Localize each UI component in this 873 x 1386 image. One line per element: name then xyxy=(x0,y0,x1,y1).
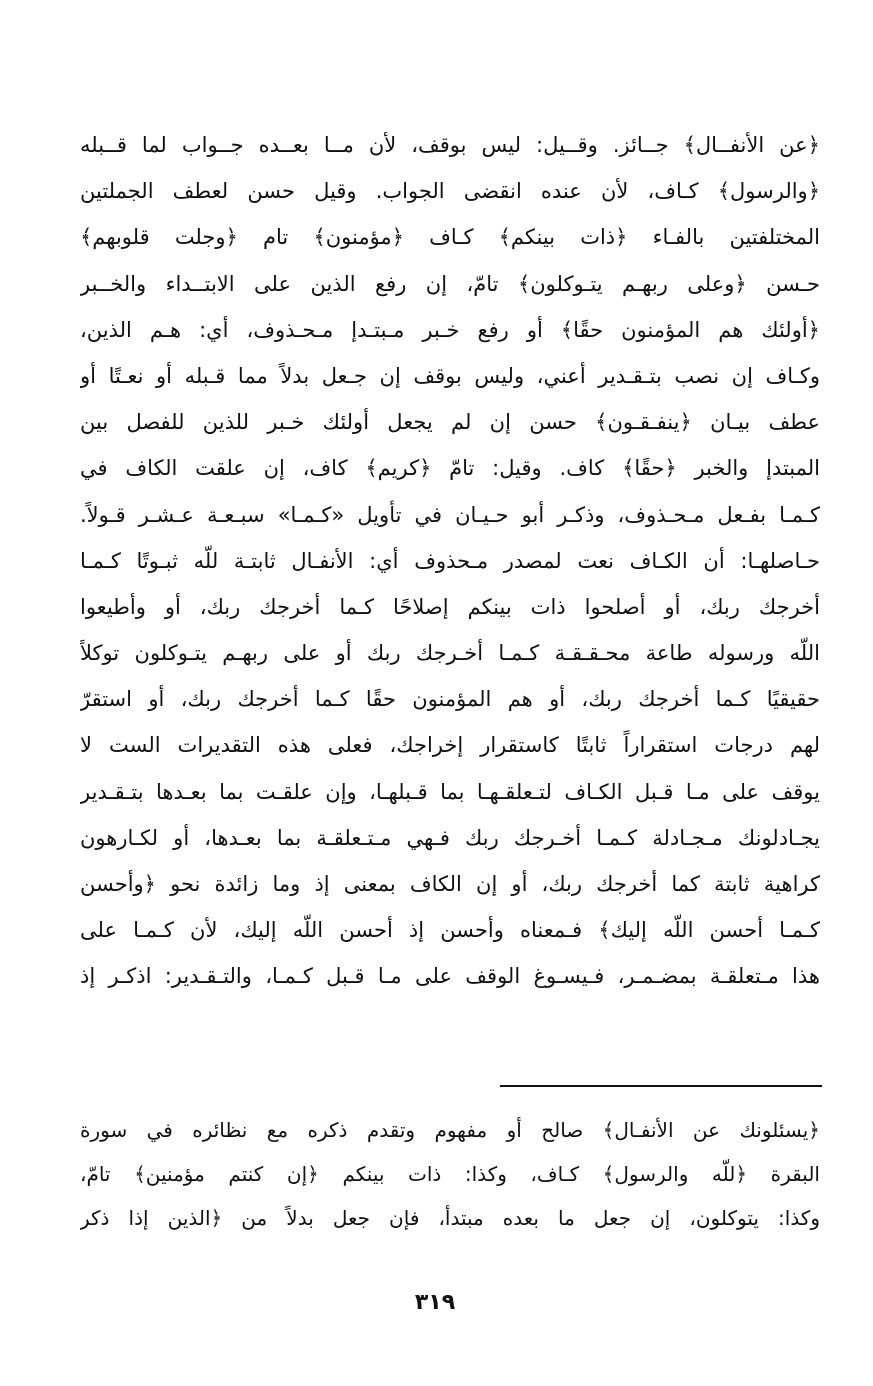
text-line: ﴿والرسول﴾ كـاف، لأن عنده انقضى الجواب. وقيل حسن لعطف الجملتين xyxy=(80,179,820,204)
text-line: المبتدإ والخبر ﴿حقًا﴾ كاف. وقيل: تامّ ﴿كريم﴾ كاف، إن علقت الكاف في xyxy=(80,456,820,481)
footnote-divider xyxy=(500,1085,822,1087)
text-line: حـاصلهـا: أن الكـاف نعت لمصدر مـحذوف أي: الأنفـال ثابتـة للّه ثبـوتًا كـمـا xyxy=(80,548,820,573)
text-line: ﴿عن الأنفــال﴾ جــائز. وقــيل: ليس بوقف، لأن مــا بعــده جــواب لما قــبله xyxy=(80,133,820,157)
main-body-text xyxy=(80,122,820,1000)
page-number: ٣١٩ xyxy=(414,1290,456,1315)
footnote-line: البقرة ﴿للّه والرسول﴾ كـاف، وكذا: ذات بينكم ﴿إن كنتم مؤمنين﴾ تامّ، xyxy=(80,1162,820,1186)
text-line: هذا مـتعلقـة بمضـمـر، فـيسـوغ الوقف على مـا قـبل كـمـا، والتـقـدير: اذكـر إذ xyxy=(80,964,820,989)
text-line: كـمـا أحسن اللّه إليك﴾ فـمعناه وأحسن إذ أحسن اللّه إليك، لأن كـمـا على xyxy=(80,918,820,943)
text-line: حـسن ﴿وعلى ربهـم يتـوكلون﴾ تامّ، إن رفع الذين على الابتــداء والخــبر xyxy=(80,271,820,296)
text-line: أخرجك ربك، أو أصلحوا ذات بينكم إصلاحًا كـما أخرجك ربك، أو وأطيعوا xyxy=(80,594,820,619)
text-line: كراهية ثابتة كما أخرجك ربك، أو إن الكاف بمعنى إذ وما زائدة نحو ﴿وأحسن xyxy=(80,872,820,896)
text-line: كـمـا بفـعل مـحـذوف، وذكـر أبو حـيـان في تأويل «كـمـا» سبـعـة عـشـر قـولاً. xyxy=(80,502,820,527)
text-line: وكـاف إن نصب بتـقـدير أعني، وليس بوقف إن جـعل بدلاً مما قـبله أو نعـتًا أو xyxy=(80,363,820,388)
footnote-line: وكذا: يتوكلون، إن جعل ما بعده مبتدأ، فإن جعل بدلاً من ﴿الذين إذا ذكر xyxy=(80,1206,820,1230)
text-line: يوقف على مـا قـبل الكـاف لتـعلقـهـا بما قـبلهـا، وإن علقـت بما بعـدها بتـقـدير xyxy=(80,779,820,804)
footnote-text xyxy=(80,1108,820,1240)
text-line: يجـادلونك مـجـادلة كـمـا أخـرجك ربك فـهي مـتـعلقـة بما بعـدها، أو لكـارهون xyxy=(80,825,820,850)
text-line: لهم درجات استقراراً ثابتًا كاستقرار إخراجك، فعلى هذه التقديرات الست لا xyxy=(80,733,820,758)
text-line: المختلفتين بالفـاء ﴿ذات بينكم﴾ كـاف ﴿مؤمنون﴾ تام ﴿وجلت قلوبهم﴾ xyxy=(80,225,820,250)
text-line: ﴿أولئك هم المؤمنون حقًا﴾ أو رفع خـبر مـبتـدإ مـحـذوف، أي: هـم الذين، xyxy=(80,317,820,342)
footnote-line: ﴿يسئلونك عن الأنفـال﴾ صالح أو مفهوم وتقدم ذكره مع نظائره في سورة xyxy=(80,1118,820,1142)
text-line: عطف بيـان ﴿ينفـقـون﴾ حسن إن لم يجعل أولئك خـبر للذين للفصل بين xyxy=(80,410,820,435)
text-line: اللّه ورسوله طاعة محـقـقـة كـمـا أخـرجك ربك أو على ربهـم يتـوكلون توكلاً xyxy=(80,641,820,666)
text-line: حقيقيًا كـما أخرجك ربك، أو هم المؤمنون حقًا كـما أخرجك ربك، أو استقرّ xyxy=(80,687,820,712)
